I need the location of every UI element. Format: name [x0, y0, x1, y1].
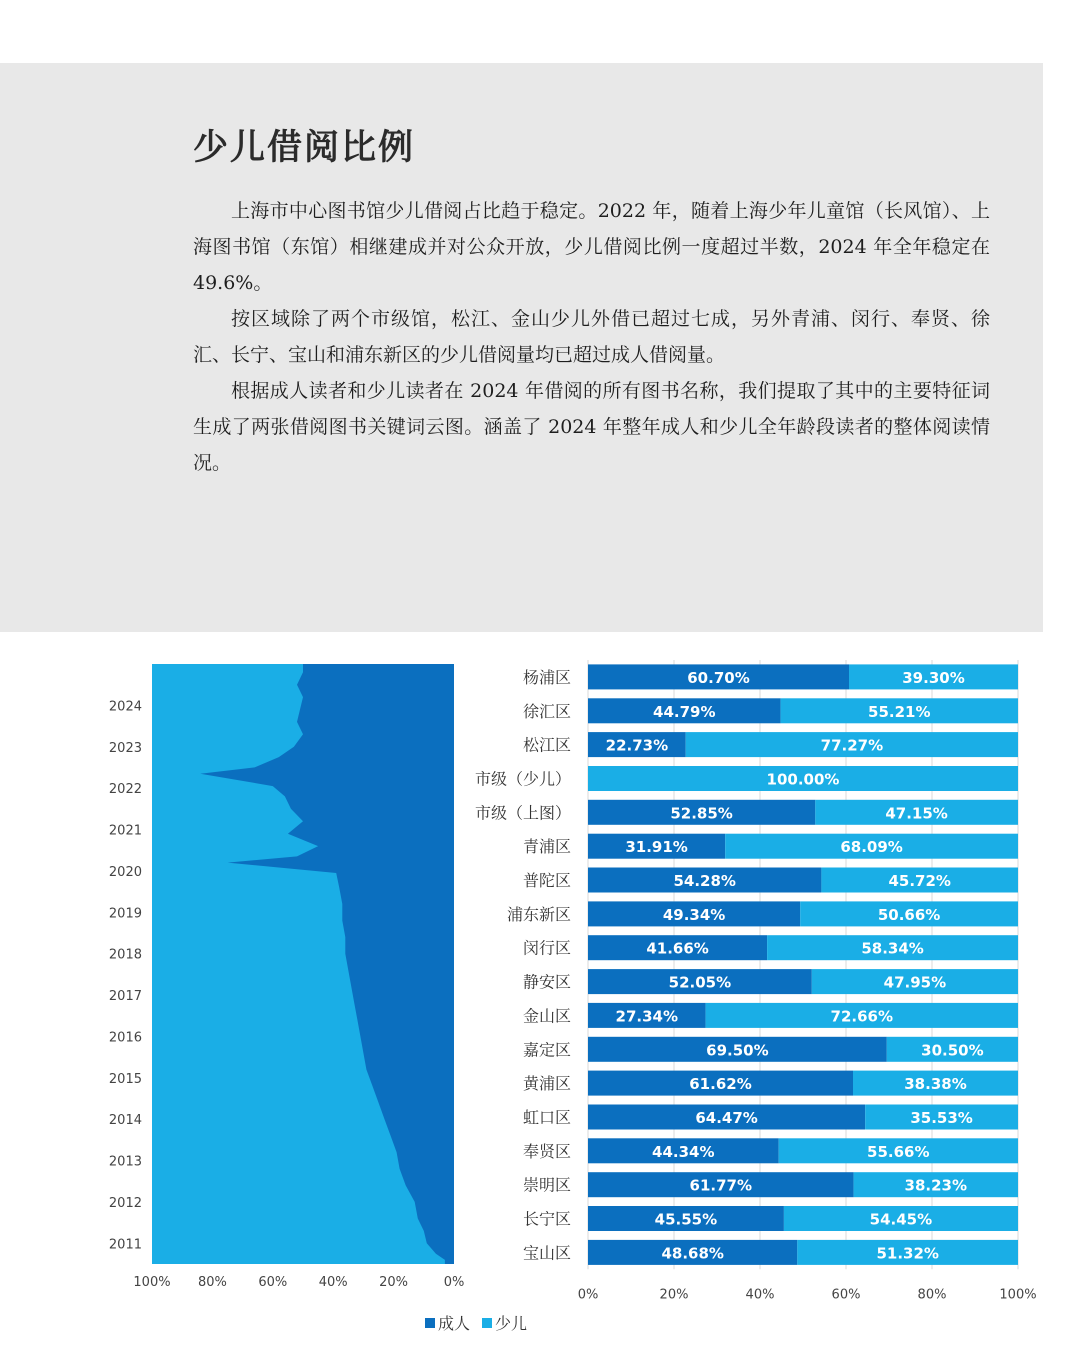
- bar-adult-label: 48.68%: [661, 1244, 724, 1263]
- year-tick-label: 2014: [108, 1113, 142, 1129]
- x-tick-label: 60%: [258, 1275, 288, 1290]
- x-tick-label: 0%: [443, 1275, 465, 1290]
- bar-adult-label: 54.28%: [673, 872, 736, 890]
- year-tick-label: 2016: [108, 1030, 142, 1046]
- bar-adult-label: 61.62%: [689, 1075, 752, 1094]
- category-label: 长宁区: [522, 1209, 571, 1229]
- bar-adult-label: 69.50%: [706, 1041, 769, 1060]
- bar-child-label: 68.09%: [840, 838, 903, 857]
- category-label: 宝山区: [522, 1243, 571, 1263]
- bar-adult-label: 61.77%: [689, 1176, 753, 1195]
- bar-child-label: 30.50%: [921, 1041, 984, 1060]
- bar-child-label: 58.34%: [861, 939, 924, 958]
- bar-adult-label: 22.73%: [605, 736, 669, 755]
- bar-adult-label: 45.55%: [654, 1210, 718, 1229]
- bar-child-label: 38.38%: [904, 1075, 967, 1094]
- bar-child-label: 38.23%: [904, 1176, 968, 1195]
- category-label: 松江区: [522, 735, 571, 755]
- paragraph-2: 按区域除了两个市级馆，松江、金山少儿外借已超过七成，另外青浦、闵行、奉贤、徐汇、长宁、宝山和浦东新区的少儿借阅量均已超过成人借阅量。: [193, 308, 990, 366]
- category-label: 市级（上图）: [474, 803, 571, 823]
- category-label: 市级（少儿）: [474, 769, 571, 789]
- x-tick-label: 40%: [745, 1287, 775, 1303]
- year-tick-label: 2022: [108, 782, 142, 798]
- category-label: 徐汇区: [522, 701, 571, 721]
- x-tick-label: 80%: [197, 1275, 227, 1290]
- bar-adult-label: 27.34%: [615, 1007, 679, 1026]
- legend-adult-label: 成人: [438, 1314, 471, 1333]
- bar-child-label: 77.27%: [820, 736, 884, 755]
- bar-adult-label: 60.70%: [687, 668, 750, 687]
- bar-child-label: 55.21%: [868, 702, 931, 721]
- bar-adult-label: 41.66%: [646, 939, 709, 958]
- bar-child-label: 50.66%: [877, 905, 941, 924]
- bar-child-label: 54.45%: [869, 1210, 933, 1229]
- x-tick-label: 100%: [999, 1287, 1037, 1303]
- bar-adult-label: 52.85%: [670, 804, 733, 823]
- year-tick-label: 2023: [108, 740, 142, 756]
- legend-child: [482, 1311, 527, 1334]
- legend-child-swatch: [482, 1318, 492, 1328]
- paragraph-3: 根据成人读者和少儿读者在 2024 年借阅的所有图书名称，我们提取了其中的主要特征词生成了两张借阅图书关键词云图。涵盖了 2024 年整年成人和少儿全年龄段读者的整体阅读情况。: [193, 380, 990, 474]
- year-tick-label: 2020: [108, 864, 142, 880]
- bar-adult-label: 64.47%: [695, 1109, 758, 1127]
- bar-child-label: 35.53%: [910, 1109, 973, 1127]
- x-tick-label: 100%: [133, 1275, 171, 1290]
- category-label: 虹口区: [522, 1108, 571, 1127]
- legend-adult-swatch: [425, 1318, 435, 1328]
- bar-adult-label: 49.34%: [662, 905, 726, 924]
- category-label: 奉贤区: [522, 1141, 571, 1161]
- bar-child-label: 45.72%: [888, 872, 951, 890]
- category-label: 浦东新区: [506, 904, 571, 924]
- category-label: 杨浦区: [522, 667, 571, 687]
- category-label: 崇明区: [522, 1175, 571, 1195]
- bar-child-label: 55.66%: [867, 1142, 930, 1161]
- x-tick-label: 20%: [379, 1275, 409, 1290]
- page-title: 少儿借阅比例: [193, 127, 416, 168]
- bar-child-label: 47.15%: [885, 804, 948, 823]
- intro-text: [193, 193, 990, 481]
- year-tick-label: 2012: [108, 1195, 142, 1211]
- bar-adult-label: 44.79%: [653, 702, 716, 721]
- year-tick-label: 2024: [108, 699, 142, 715]
- bar-child-label: 47.95%: [883, 973, 947, 992]
- legend: [425, 1311, 539, 1334]
- category-label: 金山区: [522, 1006, 571, 1026]
- category-label: 黄浦区: [522, 1074, 571, 1094]
- child-share-area-chart: [0, 640, 470, 1308]
- year-tick-label: 2018: [108, 947, 142, 963]
- x-tick-label: 20%: [659, 1287, 689, 1303]
- category-label: 普陀区: [522, 871, 571, 890]
- district-stacked-bar-chart: [460, 640, 1060, 1308]
- x-tick-label: 60%: [831, 1287, 861, 1303]
- category-label: 闵行区: [522, 938, 571, 958]
- bar-adult-label: 52.05%: [668, 973, 732, 992]
- year-tick-label: 2017: [108, 989, 142, 1004]
- paragraph-1: 上海市中心图书馆少儿借阅占比趋于稳定。2022 年，随着上海少年儿童馆（长风馆）、上海图书馆（东馆）相继建成并对公众开放，少儿借阅比例一度超过半数，2024 年全年稳定在 49.6%。: [193, 200, 990, 294]
- category-label: 嘉定区: [522, 1040, 571, 1060]
- legend-child-label: 少儿: [495, 1314, 528, 1333]
- bar-adult-label: 31.91%: [625, 838, 688, 857]
- legend-adult: [425, 1311, 470, 1334]
- category-label: 青浦区: [522, 837, 571, 857]
- x-tick-label: 0%: [577, 1287, 599, 1303]
- year-tick-label: 2015: [108, 1071, 142, 1087]
- bar-child-label: 72.66%: [830, 1007, 894, 1026]
- year-tick-label: 2019: [108, 906, 142, 922]
- bar-adult-label: 44.34%: [652, 1142, 715, 1161]
- x-tick-label: 40%: [318, 1275, 348, 1290]
- bar-child-label: 39.30%: [902, 668, 965, 687]
- year-tick-label: 2021: [108, 823, 142, 839]
- category-label: 静安区: [522, 972, 571, 992]
- bar-child-label: 100.00%: [766, 770, 840, 789]
- year-tick-label: 2011: [108, 1237, 142, 1253]
- x-tick-label: 80%: [917, 1287, 947, 1303]
- year-tick-label: 2013: [108, 1154, 142, 1170]
- bar-child-label: 51.32%: [876, 1244, 939, 1263]
